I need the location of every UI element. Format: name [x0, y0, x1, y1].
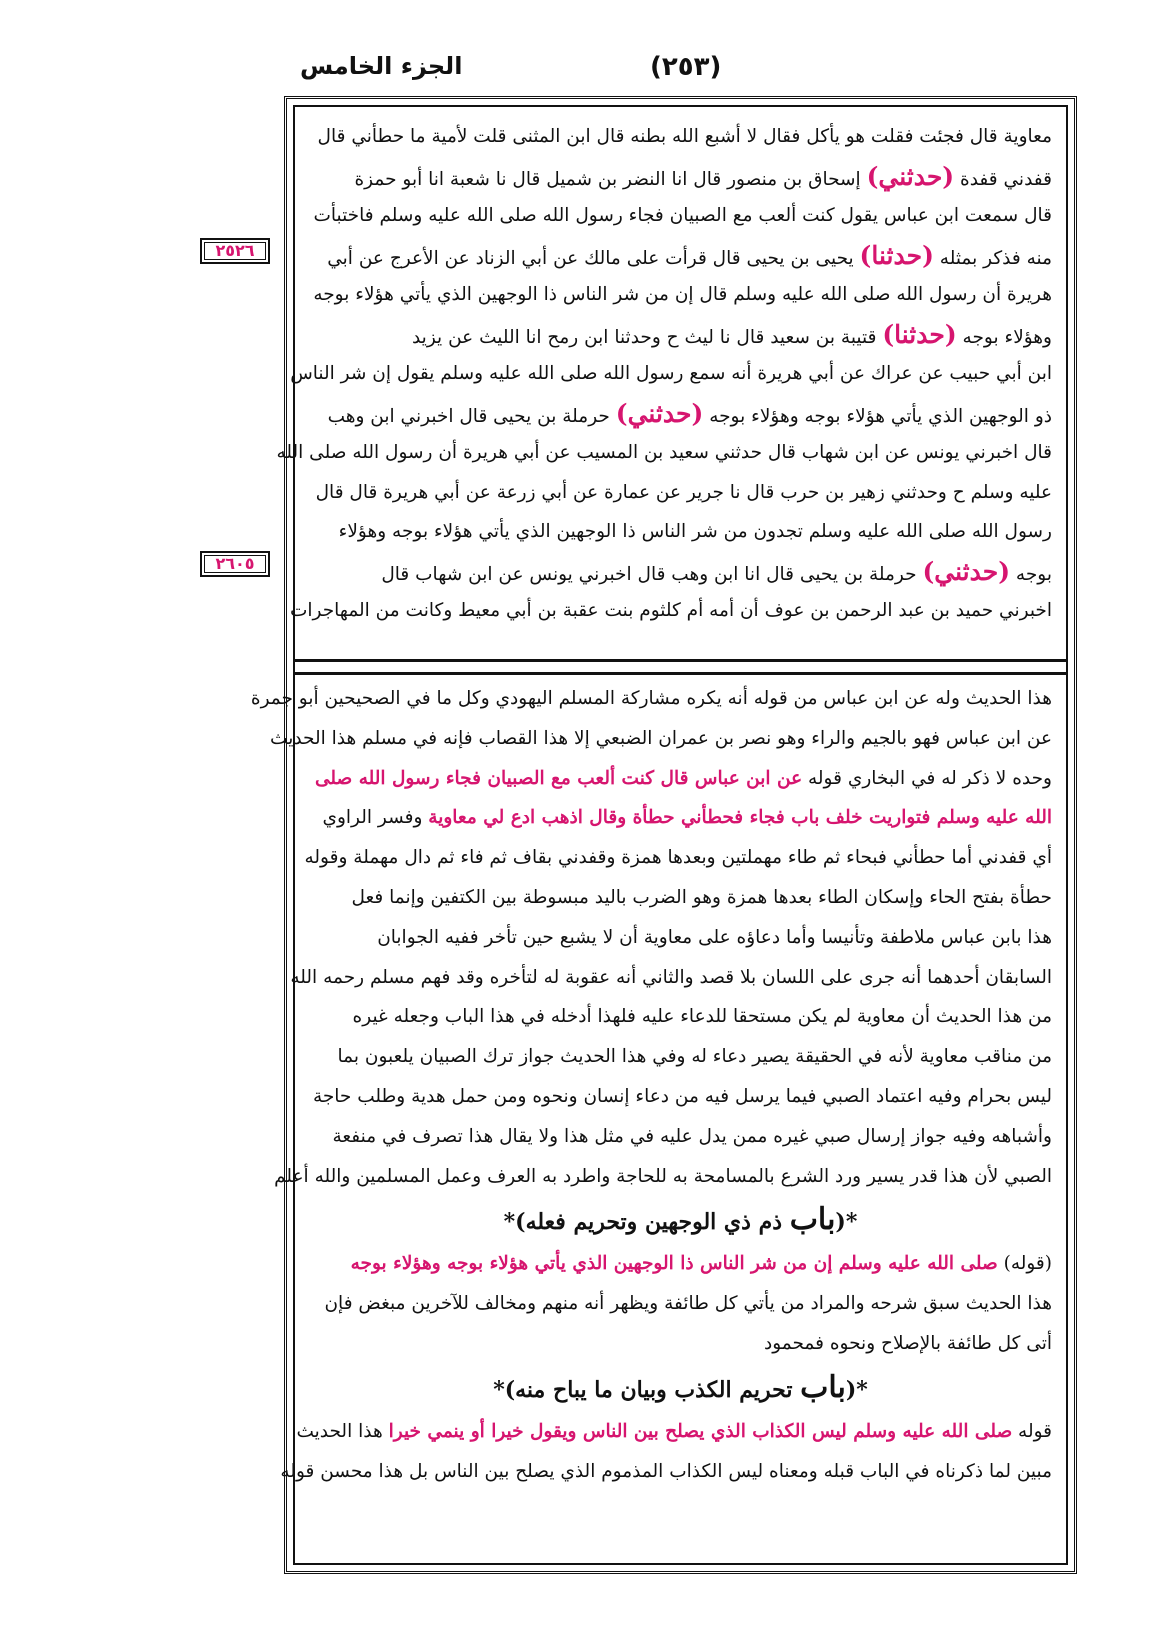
text-line — [309, 394, 1052, 434]
text-line — [309, 275, 1052, 315]
text-segment: إسحاق بن منصور قال انا النضر بن شميل قال نا شعبة انا أبو حمزة — [354, 168, 867, 190]
text-segment: ذو الوجهين الذي يأتي هؤلاء بوجه وهؤلاء بوجه — [703, 405, 1052, 427]
text-line — [309, 315, 1052, 355]
text-line — [309, 512, 1052, 552]
text-line — [309, 1244, 1052, 1284]
text-line — [280, 1452, 1052, 1492]
text-segment: اخبرني حميد بن عبد الرحمن بن عوف أن أمه أم كلثوم بنت عقبة بن أبي معيط وكانت من المهاجرات — [289, 600, 1052, 621]
margin-number: ٢٦٠٥ — [204, 555, 266, 573]
text-segment: ابن أبي حبيب عن عراك عن أبي هريرة أنه سمع رسول الله صلى الله عليه وسلم يقول إن شر الناس — [290, 363, 1052, 384]
heading-bracket: )* — [503, 1209, 526, 1236]
text-segment: من مناقب معاوية لأنه في الحقيقة يصير دعاء له وفي هذا الحديث جواز ترك الصبيان يلعبون بما — [337, 1046, 1052, 1068]
text-segment: قال سمعت ابن عباس يقول كنت ألعب مع الصبيان فجاء رسول الله صلى الله عليه وسلم فاختبأت — [313, 205, 1052, 226]
chapter-heading — [309, 1364, 1052, 1412]
text-line — [309, 157, 1052, 197]
text-segment: منه فذكر بمثله — [933, 247, 1052, 269]
text-segment: ليس بحرام وفيه اعتماد الصبي فيما يرسل فيه من دعاء إنسان ونحوه ومن حمل هدية وطلب حاجة — [312, 1085, 1052, 1107]
text-segment: أتى كل طائفة بالإصلاح ونحوه فمحمود — [764, 1332, 1052, 1354]
hadith-keyword: (حدثني) — [615, 398, 704, 428]
text-line — [309, 236, 1052, 276]
heading-title: تحريم الكذب وبيان ما يباح منه — [515, 1376, 801, 1403]
text-line — [289, 591, 1052, 631]
text-segment: وهؤلاء بوجه — [956, 326, 1052, 348]
text-line — [309, 1117, 1052, 1157]
text-segment: قوله — [1012, 1420, 1052, 1442]
heading-bracket: *( — [845, 1376, 868, 1403]
text-line — [309, 1284, 1052, 1324]
text-segment: أي قفدني أما حطأني فبحاء ثم طاء مهملتين وبعدها همزة وقفدني بقاف ثم فاء ثم دال مهملة وقوله — [304, 847, 1052, 869]
quoted-matn: عن ابن عباس قال كنت ألعب مع الصبيان فجاء رسول الله صلى — [315, 767, 803, 789]
text-line — [304, 838, 1052, 878]
text-segment: وفسر الراوي — [322, 807, 429, 829]
heading-title: ذم ذي الوجهين وتحريم فعله — [525, 1209, 790, 1236]
text-segment: مبين لما ذكرناه في الباب قبله ومعناه ليس الكذاب المذموم الذي يصلح بين الناس بل هذا محسن قوله — [280, 1460, 1052, 1482]
heading-bab: باب — [800, 1369, 846, 1405]
part-title: الجزء الخامس — [300, 52, 463, 80]
text-segment: يحيى بن يحيى قال قرأت على مالك عن أبي الزناد عن الأعرج عن أبي — [327, 247, 860, 269]
text-line — [309, 759, 1052, 799]
margin-number-box — [200, 551, 270, 577]
text-line — [290, 958, 1052, 998]
heading-bab: باب — [789, 1202, 836, 1238]
text-segment: حرملة بن يحيى قال اخبرني ابن وهب — [327, 405, 616, 427]
text-segment: قال اخبرني يونس عن ابن شهاب قال حدثني سعيد بن المسيب عن أبي هريرة أن رسول الله صلى الله — [276, 442, 1052, 463]
text-line — [309, 997, 1052, 1037]
text-segment: عن ابن عباس فهو بالجيم والراء وهو نصر بن عمران الضبعي إلا هذا القصاب فإنه في مسلم هذا الحديث — [270, 727, 1052, 749]
text-segment: الصبي لأن هذا قدر يسير ورد الشرع بالمسامحة به للحاجة واطرد به العرف وعمل المسلمين والله أعلم — [274, 1165, 1052, 1187]
text-segment: وحده لا ذكر له في البخاري قوله — [802, 767, 1052, 789]
text-line — [309, 117, 1052, 157]
quoted-matn: صلى الله عليه وسلم إن من شر الناس ذا الوجهين الذي يأتي هؤلاء بوجه وهؤلاء بوجه — [350, 1253, 998, 1275]
text-segment: هذا الحديث — [296, 1420, 389, 1442]
text-line — [309, 1324, 1052, 1364]
hadith-keyword: (حدثني) — [922, 556, 1011, 586]
text-line — [309, 552, 1052, 592]
text-segment: هذا بابن عباس ملاطفة وتأنيسا وأما دعاؤه على معاوية أن لا يشبع حين تأخر ففيه الجوابان — [377, 926, 1052, 948]
text-segment: هذا الحديث سبق شرحه والمراد من يأتي كل طائفة ويظهر أنه منهم ومخالف للآخرين مبغض فإن — [324, 1293, 1052, 1315]
text-line — [309, 798, 1052, 838]
section-divider — [295, 659, 1066, 675]
chapter-heading — [309, 1196, 1052, 1244]
page-inner-frame — [250, 105, 1068, 1565]
margin-number-box — [200, 238, 270, 264]
text-line — [309, 196, 1052, 236]
heading-bracket: *( — [835, 1209, 858, 1236]
quoted-matn: الله عليه وسلم فتواريت خلف باب فجاء فحطأني حطأة وقال اذهب ادع لي معاوية — [428, 807, 1052, 829]
text-segment: قفدني قفدة — [954, 168, 1052, 190]
text-line — [274, 1157, 1052, 1197]
text-line — [250, 679, 1052, 719]
text-segment: حطأة بفتح الحاء وإسكان الطاء بعدها همزة وهو الضرب باليد مبسوطة بين الكتفين وإنما فعل — [351, 886, 1052, 908]
heading-bracket: )* — [493, 1376, 516, 1403]
text-segment: عليه وسلم ح وحدثني زهير بن حرب قال نا جرير عن عمارة عن أبي زرعة عن أبي هريرة قال قال — [315, 481, 1052, 503]
text-segment: هريرة أن رسول الله صلى الله عليه وسلم قال إن من شر الناس ذا الوجهين الذي يأتي هؤلاء بوجه — [313, 284, 1052, 305]
text-segment: رسول الله صلى الله عليه وسلم تجدون من شر الناس ذا الوجهين الذي يأتي هؤلاء بوجه وهؤلاء — [338, 521, 1052, 542]
text-segment: (قوله) — [997, 1253, 1052, 1275]
text-line — [309, 473, 1052, 513]
text-segment: قتيبة بن سعيد قال نا ليث ح وحدثنا ابن رمح انا الليث عن يزيد — [411, 326, 883, 348]
text-segment: حرملة بن يحيى قال انا ابن وهب قال اخبرني يونس عن ابن شهاب قال — [381, 563, 923, 585]
commentary-text — [250, 679, 1052, 1491]
text-line — [270, 719, 1052, 759]
page-frame — [250, 96, 1077, 1574]
hadith-text — [276, 117, 1052, 631]
text-line — [309, 918, 1052, 958]
hadith-keyword: (حدثني) — [866, 161, 955, 191]
quoted-matn: صلى الله عليه وسلم ليس الكذاب الذي يصلح بين الناس ويقول خيرا أو ينمي خيرا — [388, 1420, 1013, 1442]
text-line — [296, 1412, 1052, 1452]
hadith-keyword: (حدثنا) — [882, 319, 957, 349]
text-segment: من هذا الحديث أن معاوية لم يكن مستحقا للدعاء عليه فلهذا أدخله في هذا الباب وجعله غيره — [352, 1006, 1052, 1028]
text-line — [290, 354, 1052, 394]
text-line — [309, 1037, 1052, 1077]
text-segment: هذا الحديث وله عن ابن عباس من قوله أنه يكره مشاركة المسلم اليهودي وكل ما في الصحيحين أبو جمرة — [250, 688, 1052, 709]
hadith-keyword: (حدثنا) — [859, 240, 934, 270]
margin-number: ٢٥٢٦ — [204, 242, 266, 260]
text-segment: السابقان أحدهما أنه جرى على اللسان بلا قصد والثاني أنه عقوبة له لتأخره وقد فهم مسلم رحمه الله — [290, 966, 1052, 988]
text-line — [309, 1077, 1052, 1117]
text-segment: معاوية قال فجئت فقلت هو يأكل فقال لا أشبع الله بطنه قال ابن المثنى قلت لأمية ما حطأني قال — [317, 126, 1052, 147]
text-line — [276, 433, 1052, 473]
text-line — [309, 878, 1052, 918]
text-segment: بوجه — [1010, 563, 1052, 585]
text-segment: وأشباهه وفيه جواز إرسال صبي غيره ممن يدل عليه في مثل هذا ولا يقال هذا تصرف في منفعة — [332, 1125, 1052, 1147]
page-number: (٢٥٣) — [650, 52, 722, 82]
